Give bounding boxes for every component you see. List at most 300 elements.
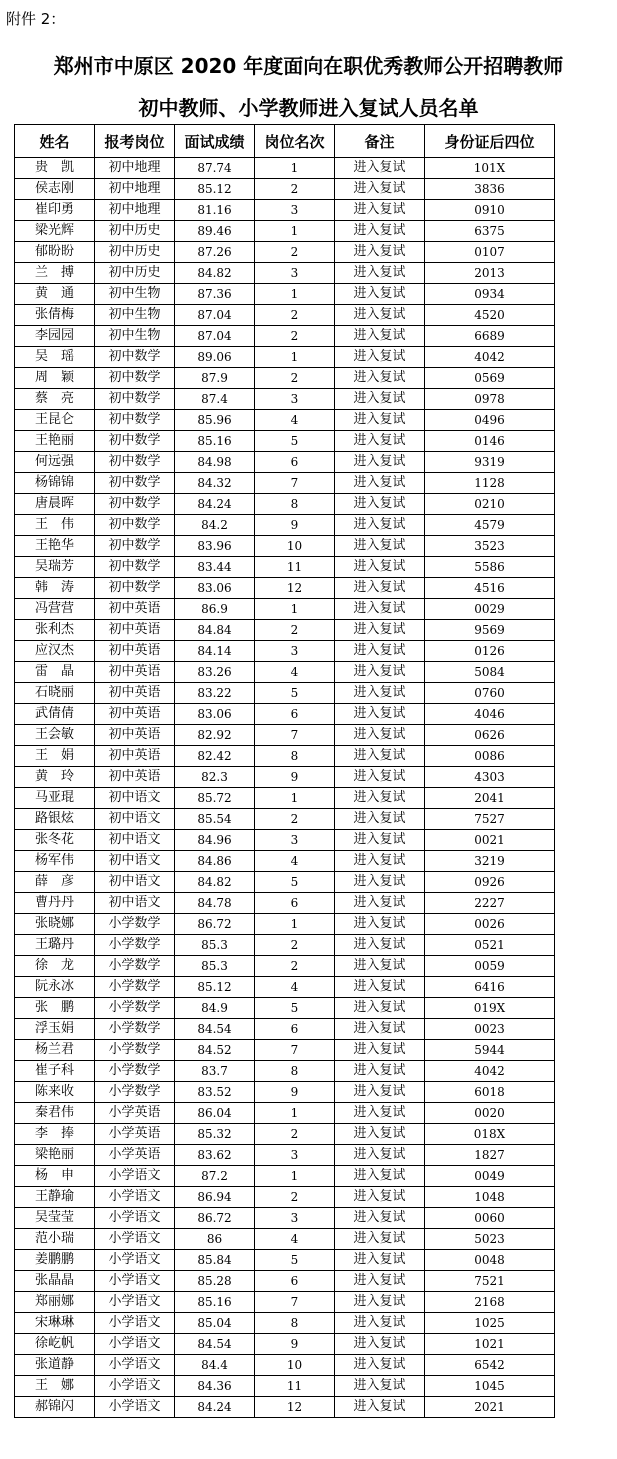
table-row [15, 1355, 555, 1376]
cell-name: 冯营营 [15, 599, 95, 620]
cell-id-last4: 6542 [425, 1355, 555, 1376]
cell-rank: 2 [255, 956, 335, 977]
cell-position: 小学语文 [95, 1397, 175, 1418]
cell-name: 陈来收 [15, 1082, 95, 1103]
cell-rank: 2 [255, 935, 335, 956]
cell-name: 王昆仑 [15, 410, 95, 431]
cell-rank: 9 [255, 1082, 335, 1103]
cell-score: 87.04 [175, 305, 255, 326]
cell-id-last4: 7527 [425, 809, 555, 830]
table-row [15, 620, 555, 641]
cell-rank: 9 [255, 767, 335, 788]
table-row [15, 473, 555, 494]
cell-position: 小学数学 [95, 1061, 175, 1082]
cell-name: 兰 搏 [15, 263, 95, 284]
cell-note: 进入复试 [335, 1103, 425, 1124]
cell-id-last4: 0107 [425, 242, 555, 263]
cell-score: 86.72 [175, 1208, 255, 1229]
cell-name: 雷 晶 [15, 662, 95, 683]
cell-note: 进入复试 [335, 494, 425, 515]
cell-position: 初中语文 [95, 830, 175, 851]
cell-name: 王璐丹 [15, 935, 95, 956]
cell-name: 周 颖 [15, 368, 95, 389]
cell-note: 进入复试 [335, 1082, 425, 1103]
cell-score: 85.28 [175, 1271, 255, 1292]
cell-score: 85.96 [175, 410, 255, 431]
table-row [15, 1124, 555, 1145]
cell-rank: 8 [255, 746, 335, 767]
cell-name: 张晓娜 [15, 914, 95, 935]
cell-id-last4: 2168 [425, 1292, 555, 1313]
cell-id-last4: 4042 [425, 1061, 555, 1082]
cell-rank: 3 [255, 641, 335, 662]
cell-score: 83.26 [175, 662, 255, 683]
cell-name: 吴 瑶 [15, 347, 95, 368]
cell-position: 初中英语 [95, 746, 175, 767]
cell-rank: 8 [255, 1061, 335, 1082]
cell-rank: 4 [255, 851, 335, 872]
cell-name: 张利杰 [15, 620, 95, 641]
table-row [15, 431, 555, 452]
cell-note: 进入复试 [335, 347, 425, 368]
cell-position: 初中历史 [95, 221, 175, 242]
cell-rank: 2 [255, 326, 335, 347]
cell-score: 84.9 [175, 998, 255, 1019]
cell-note: 进入复试 [335, 1145, 425, 1166]
cell-name: 浮玉娟 [15, 1019, 95, 1040]
cell-id-last4: 0048 [425, 1250, 555, 1271]
cell-rank: 4 [255, 410, 335, 431]
cell-position: 初中地理 [95, 179, 175, 200]
cell-id-last4: 4046 [425, 704, 555, 725]
cell-position: 小学语文 [95, 1271, 175, 1292]
cell-id-last4: 1128 [425, 473, 555, 494]
cell-name: 何远强 [15, 452, 95, 473]
cell-id-last4: 0086 [425, 746, 555, 767]
cell-note: 进入复试 [335, 872, 425, 893]
table-header-row [15, 125, 555, 158]
cell-id-last4: 4579 [425, 515, 555, 536]
cell-rank: 3 [255, 1208, 335, 1229]
cell-note: 进入复试 [335, 851, 425, 872]
cell-rank: 11 [255, 1376, 335, 1397]
cell-note: 进入复试 [335, 662, 425, 683]
cell-position: 初中语文 [95, 872, 175, 893]
cell-note: 进入复试 [335, 326, 425, 347]
cell-score: 84.82 [175, 263, 255, 284]
cell-note: 进入复试 [335, 683, 425, 704]
cell-position: 初中数学 [95, 494, 175, 515]
cell-name: 石晓丽 [15, 683, 95, 704]
cell-score: 82.92 [175, 725, 255, 746]
cell-rank: 3 [255, 389, 335, 410]
table-row [15, 956, 555, 977]
cell-name: 张晶晶 [15, 1271, 95, 1292]
cell-position: 小学语文 [95, 1229, 175, 1250]
cell-position: 小学语文 [95, 1292, 175, 1313]
cell-score: 82.42 [175, 746, 255, 767]
cell-name: 曹丹丹 [15, 893, 95, 914]
cell-score: 83.06 [175, 578, 255, 599]
cell-position: 小学语文 [95, 1313, 175, 1334]
cell-name: 王 娟 [15, 746, 95, 767]
cell-name: 李 捧 [15, 1124, 95, 1145]
cell-position: 初中地理 [95, 200, 175, 221]
cell-name: 李园园 [15, 326, 95, 347]
cell-name: 张 鹏 [15, 998, 95, 1019]
cell-note: 进入复试 [335, 620, 425, 641]
cell-score: 84.32 [175, 473, 255, 494]
cell-score: 85.54 [175, 809, 255, 830]
cell-note: 进入复试 [335, 1019, 425, 1040]
cell-score: 84.2 [175, 515, 255, 536]
cell-position: 小学英语 [95, 1124, 175, 1145]
cell-rank: 1 [255, 599, 335, 620]
cell-id-last4: 1827 [425, 1145, 555, 1166]
cell-position: 小学数学 [95, 1040, 175, 1061]
cell-position: 初中生物 [95, 305, 175, 326]
cell-position: 小学数学 [95, 1082, 175, 1103]
cell-note: 进入复试 [335, 704, 425, 725]
cell-rank: 7 [255, 1040, 335, 1061]
cell-position: 小学数学 [95, 977, 175, 998]
cell-position: 初中数学 [95, 431, 175, 452]
table-row [15, 809, 555, 830]
cell-id-last4: 6018 [425, 1082, 555, 1103]
cell-id-last4: 7521 [425, 1271, 555, 1292]
cell-note: 进入复试 [335, 200, 425, 221]
table-row [15, 1292, 555, 1313]
cell-score: 85.12 [175, 179, 255, 200]
cell-note: 进入复试 [335, 515, 425, 536]
cell-name: 唐晨晖 [15, 494, 95, 515]
cell-note: 进入复试 [335, 788, 425, 809]
cell-id-last4: 019X [425, 998, 555, 1019]
cell-position: 初中英语 [95, 662, 175, 683]
cell-score: 83.06 [175, 704, 255, 725]
table-row [15, 1166, 555, 1187]
cell-rank: 2 [255, 1187, 335, 1208]
cell-note: 进入复试 [335, 557, 425, 578]
cell-score: 85.84 [175, 1250, 255, 1271]
table-row [15, 305, 555, 326]
cell-id-last4: 018X [425, 1124, 555, 1145]
cell-name: 郑丽娜 [15, 1292, 95, 1313]
cell-score: 84.54 [175, 1019, 255, 1040]
cell-note: 进入复试 [335, 263, 425, 284]
table-row [15, 158, 555, 179]
cell-position: 小学语文 [95, 1334, 175, 1355]
cell-note: 进入复试 [335, 914, 425, 935]
cell-score: 85.12 [175, 977, 255, 998]
cell-note: 进入复试 [335, 1187, 425, 1208]
cell-name: 路银炫 [15, 809, 95, 830]
cell-position: 小学数学 [95, 914, 175, 935]
cell-note: 进入复试 [335, 221, 425, 242]
candidate-table [14, 124, 555, 1418]
cell-name: 阮永冰 [15, 977, 95, 998]
table-row [15, 200, 555, 221]
cell-position: 初中数学 [95, 347, 175, 368]
cell-score: 84.24 [175, 494, 255, 515]
table-row [15, 515, 555, 536]
cell-rank: 10 [255, 536, 335, 557]
table-row [15, 935, 555, 956]
cell-name: 梁艳丽 [15, 1145, 95, 1166]
cell-note: 进入复试 [335, 746, 425, 767]
cell-id-last4: 4516 [425, 578, 555, 599]
cell-id-last4: 0060 [425, 1208, 555, 1229]
cell-name: 杨兰君 [15, 1040, 95, 1061]
cell-note: 进入复试 [335, 410, 425, 431]
table-row [15, 368, 555, 389]
cell-score: 84.54 [175, 1334, 255, 1355]
cell-note: 进入复试 [335, 1292, 425, 1313]
cell-id-last4: 0934 [425, 284, 555, 305]
cell-rank: 5 [255, 1250, 335, 1271]
cell-name: 张冬花 [15, 830, 95, 851]
cell-rank: 1 [255, 284, 335, 305]
header-rank: 岗位名次 [255, 125, 335, 158]
cell-id-last4: 0626 [425, 725, 555, 746]
cell-name: 姜鹏鹏 [15, 1250, 95, 1271]
cell-note: 进入复试 [335, 368, 425, 389]
cell-score: 84.86 [175, 851, 255, 872]
cell-name: 应汉杰 [15, 641, 95, 662]
cell-rank: 3 [255, 830, 335, 851]
cell-note: 进入复试 [335, 1397, 425, 1418]
cell-name: 王 娜 [15, 1376, 95, 1397]
table-row [15, 410, 555, 431]
table-row [15, 242, 555, 263]
cell-name: 吴莹莹 [15, 1208, 95, 1229]
cell-note: 进入复试 [335, 1124, 425, 1145]
cell-note: 进入复试 [335, 305, 425, 326]
cell-note: 进入复试 [335, 284, 425, 305]
cell-score: 87.2 [175, 1166, 255, 1187]
table-row [15, 1250, 555, 1271]
cell-note: 进入复试 [335, 998, 425, 1019]
cell-score: 87.9 [175, 368, 255, 389]
cell-rank: 7 [255, 473, 335, 494]
cell-rank: 1 [255, 1166, 335, 1187]
cell-name: 王艳丽 [15, 431, 95, 452]
cell-score: 84.24 [175, 1397, 255, 1418]
cell-note: 进入复试 [335, 935, 425, 956]
cell-score: 85.3 [175, 956, 255, 977]
cell-note: 进入复试 [335, 641, 425, 662]
cell-note: 进入复试 [335, 431, 425, 452]
cell-id-last4: 0146 [425, 431, 555, 452]
cell-name: 王艳华 [15, 536, 95, 557]
cell-id-last4: 2021 [425, 1397, 555, 1418]
cell-id-last4: 0978 [425, 389, 555, 410]
header-id-last4: 身份证后四位 [425, 125, 555, 158]
cell-name: 王 伟 [15, 515, 95, 536]
cell-rank: 1 [255, 221, 335, 242]
table-body [15, 158, 555, 1418]
cell-position: 小学英语 [95, 1145, 175, 1166]
cell-rank: 6 [255, 704, 335, 725]
cell-name: 张道静 [15, 1355, 95, 1376]
cell-id-last4: 1045 [425, 1376, 555, 1397]
table-row [15, 977, 555, 998]
cell-name: 黄 通 [15, 284, 95, 305]
cell-id-last4: 0569 [425, 368, 555, 389]
cell-rank: 1 [255, 347, 335, 368]
cell-rank: 4 [255, 1229, 335, 1250]
attachment-label: 附件 2： [6, 10, 66, 28]
cell-id-last4: 2013 [425, 263, 555, 284]
cell-score: 85.32 [175, 1124, 255, 1145]
cell-score: 85.16 [175, 431, 255, 452]
table-row [15, 788, 555, 809]
cell-position: 初中数学 [95, 515, 175, 536]
cell-id-last4: 4303 [425, 767, 555, 788]
cell-note: 进入复试 [335, 956, 425, 977]
cell-name: 杨锦锦 [15, 473, 95, 494]
cell-id-last4: 0496 [425, 410, 555, 431]
table-row [15, 872, 555, 893]
cell-name: 薛 彦 [15, 872, 95, 893]
cell-score: 81.16 [175, 200, 255, 221]
cell-note: 进入复试 [335, 536, 425, 557]
cell-position: 小学英语 [95, 1103, 175, 1124]
cell-id-last4: 0210 [425, 494, 555, 515]
cell-id-last4: 0910 [425, 200, 555, 221]
table-row [15, 893, 555, 914]
cell-position: 初中英语 [95, 599, 175, 620]
cell-id-last4: 0020 [425, 1103, 555, 1124]
cell-score: 82.3 [175, 767, 255, 788]
cell-position: 初中数学 [95, 452, 175, 473]
table-row [15, 557, 555, 578]
cell-rank: 1 [255, 788, 335, 809]
cell-name: 杨军伟 [15, 851, 95, 872]
cell-position: 小学语文 [95, 1376, 175, 1397]
cell-id-last4: 6416 [425, 977, 555, 998]
cell-score: 86.04 [175, 1103, 255, 1124]
header-score: 面试成绩 [175, 125, 255, 158]
cell-position: 初中英语 [95, 725, 175, 746]
cell-rank: 3 [255, 200, 335, 221]
cell-position: 初中英语 [95, 683, 175, 704]
table-row [15, 1271, 555, 1292]
cell-id-last4: 6689 [425, 326, 555, 347]
cell-rank: 5 [255, 683, 335, 704]
table-row [15, 683, 555, 704]
cell-rank: 9 [255, 515, 335, 536]
cell-note: 进入复试 [335, 893, 425, 914]
table-row [15, 662, 555, 683]
cell-position: 小学语文 [95, 1166, 175, 1187]
table-row [15, 1208, 555, 1229]
cell-position: 初中数学 [95, 368, 175, 389]
cell-rank: 9 [255, 1334, 335, 1355]
table-row [15, 578, 555, 599]
cell-name: 梁光辉 [15, 221, 95, 242]
cell-score: 84.14 [175, 641, 255, 662]
cell-name: 侯志刚 [15, 179, 95, 200]
cell-rank: 2 [255, 1124, 335, 1145]
cell-rank: 8 [255, 494, 335, 515]
cell-rank: 12 [255, 578, 335, 599]
cell-rank: 4 [255, 662, 335, 683]
cell-note: 进入复试 [335, 1250, 425, 1271]
cell-score: 84.78 [175, 893, 255, 914]
cell-rank: 10 [255, 1355, 335, 1376]
cell-id-last4: 1048 [425, 1187, 555, 1208]
cell-name: 王静瑜 [15, 1187, 95, 1208]
table-row [15, 1187, 555, 1208]
cell-id-last4: 3523 [425, 536, 555, 557]
cell-rank: 11 [255, 557, 335, 578]
cell-id-last4: 0521 [425, 935, 555, 956]
cell-rank: 8 [255, 1313, 335, 1334]
table-row [15, 347, 555, 368]
cell-name: 徐屹帆 [15, 1334, 95, 1355]
cell-rank: 5 [255, 431, 335, 452]
table-row [15, 452, 555, 473]
cell-score: 84.4 [175, 1355, 255, 1376]
cell-name: 武倩倩 [15, 704, 95, 725]
cell-id-last4: 101X [425, 158, 555, 179]
cell-note: 进入复试 [335, 1376, 425, 1397]
cell-note: 进入复试 [335, 1313, 425, 1334]
cell-position: 初中语文 [95, 788, 175, 809]
header-note: 备注 [335, 125, 425, 158]
cell-note: 进入复试 [335, 1229, 425, 1250]
table-row [15, 704, 555, 725]
cell-note: 进入复试 [335, 389, 425, 410]
cell-position: 初中生物 [95, 326, 175, 347]
cell-name: 郁盼盼 [15, 242, 95, 263]
cell-score: 87.04 [175, 326, 255, 347]
cell-note: 进入复试 [335, 1061, 425, 1082]
table-row [15, 641, 555, 662]
cell-id-last4: 3219 [425, 851, 555, 872]
cell-note: 进入复试 [335, 767, 425, 788]
cell-name: 黄 玲 [15, 767, 95, 788]
cell-position: 小学数学 [95, 998, 175, 1019]
cell-note: 进入复试 [335, 809, 425, 830]
cell-name: 郝锦闪 [15, 1397, 95, 1418]
cell-position: 小学语文 [95, 1355, 175, 1376]
cell-name: 崔子科 [15, 1061, 95, 1082]
cell-name: 马亚琨 [15, 788, 95, 809]
cell-id-last4: 2227 [425, 893, 555, 914]
cell-score: 83.96 [175, 536, 255, 557]
cell-rank: 6 [255, 1019, 335, 1040]
cell-note: 进入复试 [335, 1271, 425, 1292]
cell-score: 84.52 [175, 1040, 255, 1061]
table-row [15, 326, 555, 347]
cell-position: 初中数学 [95, 557, 175, 578]
cell-score: 84.96 [175, 830, 255, 851]
cell-id-last4: 5023 [425, 1229, 555, 1250]
cell-id-last4: 1025 [425, 1313, 555, 1334]
cell-position: 初中语文 [95, 893, 175, 914]
cell-id-last4: 6375 [425, 221, 555, 242]
cell-position: 初中英语 [95, 641, 175, 662]
cell-score: 83.22 [175, 683, 255, 704]
cell-position: 初中数学 [95, 410, 175, 431]
cell-score: 89.06 [175, 347, 255, 368]
cell-note: 进入复试 [335, 1166, 425, 1187]
cell-id-last4: 5586 [425, 557, 555, 578]
cell-note: 进入复试 [335, 158, 425, 179]
cell-id-last4: 9569 [425, 620, 555, 641]
